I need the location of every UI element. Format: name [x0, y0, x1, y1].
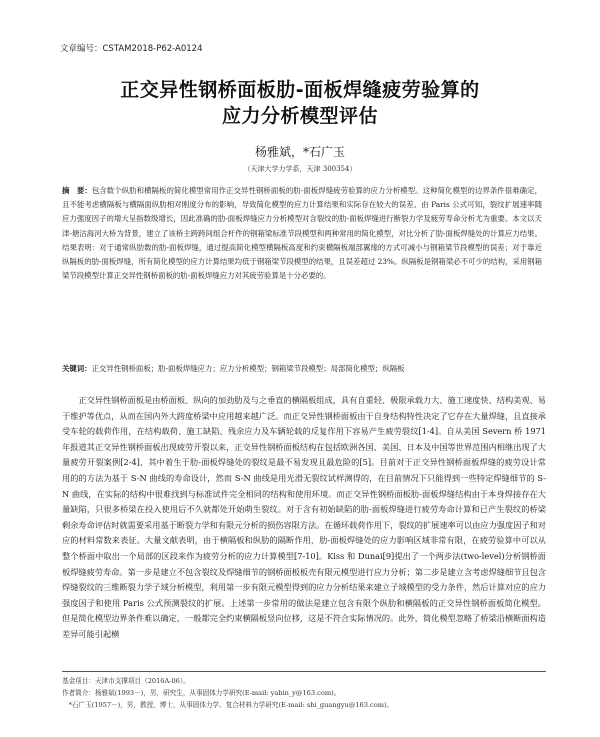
abstract-text: 包含数个纵肋和横隔板的简化模型常用作正交异性钢桥面板的肋-面板焊缝疲劳验算的应力分析模型。这种简化模型的边界条件很难确定，且不能考虑横隔板与横隔面纵肋相对刚度分布的影响，导致简化模型的应力计算结果和实际存在较大的误差。由 Paris 公式可知，裂纹扩展速率随应力强度因子的增大呈指数级增长，因此准确的肋-面板焊缝应力分析模型对含裂纹的肋-面板焊缝进行断裂力学及疲劳寿命分析尤为重要。本文以天津-塘沽海河大桥为背景，建立了该桥主跨跨间组合杆件的钢箱梁标准节段模型和两种常用的简化模型，对比分析了肋-面板焊缝处的计算应力结果。结果表明：对于通常纵肋数的肋-面板焊缝，通过提高简化模型横隔板高度和约束横隔板端部翼缘的方式可减小与钢箱梁节段模型的误差；对于靠近纵隔板的肋-面板焊缝，所有简化模型的应力计算结果均低于钢箱梁节段模型的结果，且误差超过 23%。纵隔板是钢箱梁必不可少的结构，采用钢箱梁节段模型计算正交异性钢桥面板的肋-面板焊缝应力对其疲劳验算是十分必要的。: [62, 186, 542, 281]
footnote-author-1: 作者简介：杨雅斌(1993－)，男，研究生，从事固体力学研究(E-mail: yabin_y@163.com)。: [62, 689, 341, 697]
footnote-funding: 基金项目：天津市支撑项目（2016A-06）。: [62, 677, 190, 685]
affiliation: （天津大学力学系，天津 300354）: [243, 165, 357, 173]
abstract: [62, 184, 542, 283]
footnote-author-2: *石广玉(1957－)，男，教授，博士，从事固体力学、复合材料力学研究(E-mail: shi_guangyu@163.com)。: [62, 701, 394, 709]
keywords-label: 关键词：: [62, 364, 92, 373]
abstract-label: 摘 要：: [62, 186, 92, 195]
keywords-text: 正交异性钢桥面板；肋-面板焊缝应力；应力分析模型；钢箱梁节段模型；局部简化模型；纵隔板: [91, 364, 405, 373]
keywords: [62, 362, 542, 375]
article-id: 文章编号：CSTAM2018-P62-A0124: [60, 44, 203, 54]
body-paragraph: 正交异性钢桥面板是由桥面板、纵向的加劲肋及与之垂直的横隔板组成，具有自重轻、极限承载力大、施工速度快、结构美观、易于维护等优点，从而在国内外大跨度桥梁中应用越来越广泛。而正交异性钢桥面板由于自身结构特性决定了它存在大量焊缝，且直接承受车轮的载荷作用，在结构载荷、施工缺陷、残余应力及车辆轮载的反复作用下容易产生疲劳裂纹[1-4]。自从美国 Severn 桥 1971 年报道其正交异性钢桥面板出现疲劳开裂以来，正交异性钢桥面板结构在包括欧洲各国、美国、日本及中国等世界范围内相继出现了大量疲劳开裂案例[2-4]，其中着生于肋-面板焊缝处的裂纹是最不易发现且最危险的[5]。目前对于正交异性钢桥面板焊缝的疲劳设计常用的的方法为基于 S-N 曲线的寿命设计，然而 S-N 曲线是用光滑无裂纹试样测得的，在目前情况下只能得到一些特定焊缝细节的 S-N 曲线，在实际的结构中很难找到与标准试件完全相同的结构和使用环境。而正交异性钢桥面板肋-面板焊缝结构由于本身焊接存在大量缺陷，只很多桥梁在投入使用后不久就都处开始萌生裂纹。对于含有初始缺陷的肋-面板焊缝进行疲劳寿命计算和已产生裂纹的桥梁剩余寿命评估时就需要采用基于断裂力学和有限元分析的损伤容限方法。在循环载荷作用下，裂纹的扩展速率可以由应力强度因子和对应的材料常数来表征。大量文献表明，由于横隔板和纵肋的隔断作用，肋-面板焊缝处的应力影响区域非常有限，在疲劳验算中可以从整个桥面中取出一个局部的区段来作为疲劳分析的应力计算模型[7-10]。Kiss 和 Dunai[9]提出了一个两步法(two-level)分析钢桥面板焊缝疲劳寿命。第一步是建立不包含裂纹及焊缝细节的钢桥面板板壳有限元模型进行应力分析；第二步是建立含考虑焊缝细节且包含焊缝裂纹的三维断裂力学子域分析模型，利用第一步有限元模型得到的应力分析结果来建立子域模型的受力条件，然后计算对应的应力强度因子和使用 Paris 公式预测裂纹的扩展。上述第一步常用的做法是建立包含有限个纵肋和横隔板的正交异性钢桥面板简化模型。但是简化模型边界条件难以确定，一般都完全约束横隔板竖向位移，这是不符合实际情况的。此外，简化模型忽略了桥梁沿横断面构造差异可能引起横: [62, 395, 546, 639]
authors: 杨雅斌，*石广玉: [254, 145, 345, 159]
paper-title-line-2: 应力分析模型评估: [221, 105, 378, 127]
footnotes: [62, 671, 546, 711]
paper-title-line-1: 正交异性钢桥面板肋-面板焊缝疲劳验算的: [120, 79, 480, 101]
